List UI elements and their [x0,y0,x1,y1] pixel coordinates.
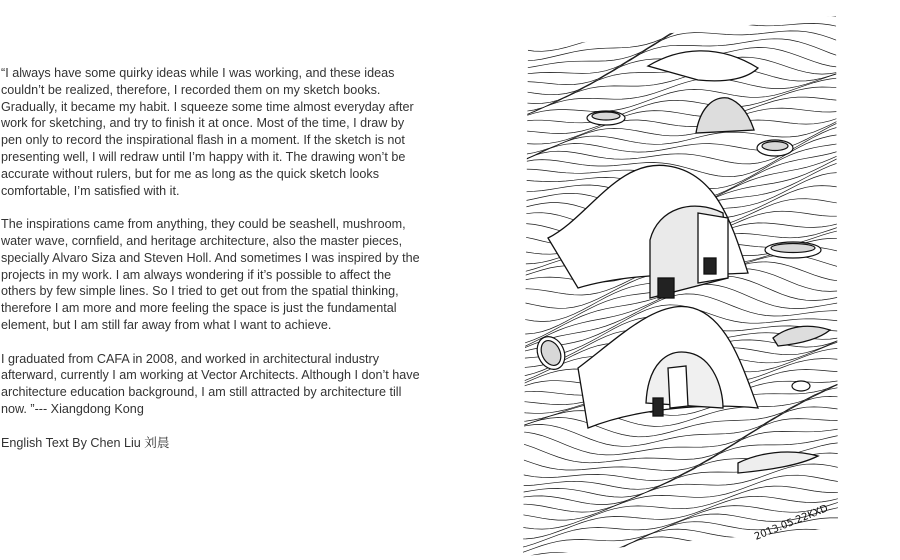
sketch-stroke [518,97,846,134]
sketch-stroke [518,8,846,51]
sketch-stroke [518,78,846,119]
sketch-stroke [518,72,846,119]
text-credit: English Text By Chen Liu 刘晨 [1,435,170,450]
paragraph-3: I graduated from CAFA in 2008, and worked in architectural industry afterward, currently I am working at Vector Architects. Although I don’t have architecture education background, I am still attracted by architecture till now. ”--- Xiangdong Kong [1,351,420,416]
sketch-stroke [518,507,846,555]
sketch-stroke [518,87,846,123]
sketch-stroke [518,529,846,556]
paragraph-1: “I always have some quirky ideas while I was working, and these ideas couldn’t be realized, therefore, I recorded them on my sketch books. Gradually, it became my habit. I squeeze some time almost everyday after work for sketching, and try to finish it at once. Most of the time, I draw by pen only to record the inspirational flash in a moment. If the sketch is not presenting well, I will redraw until I’m happy with it. The drawing won’t be accurate without rulers, but for me as long as the quick sketch looks comfortable, I’m satisfied with it. [1,66,414,198]
sketch-signature: 2013.05.22KXD [753,503,830,543]
sketch-stroke [518,475,846,520]
paragraph-2: The inspirations came from anything, they could be seashell, mushroom, water wave, cornfield, and heritage architecture, also the master pieces, specially Alvaro Siza and Steven Holl. And sometimes I was inspired by the projects in my work. I am always wondering if it’s possible to affect the others by few simple lines. So I tried to get out from the spatial thinking, therefore I am more and more feeling the space is just the fundamental element, but I am still far away from what I want to achieve. [1,217,420,332]
sketch-stroke [518,125,846,164]
article-text [1,65,423,468]
architecture-sketch [518,8,846,556]
